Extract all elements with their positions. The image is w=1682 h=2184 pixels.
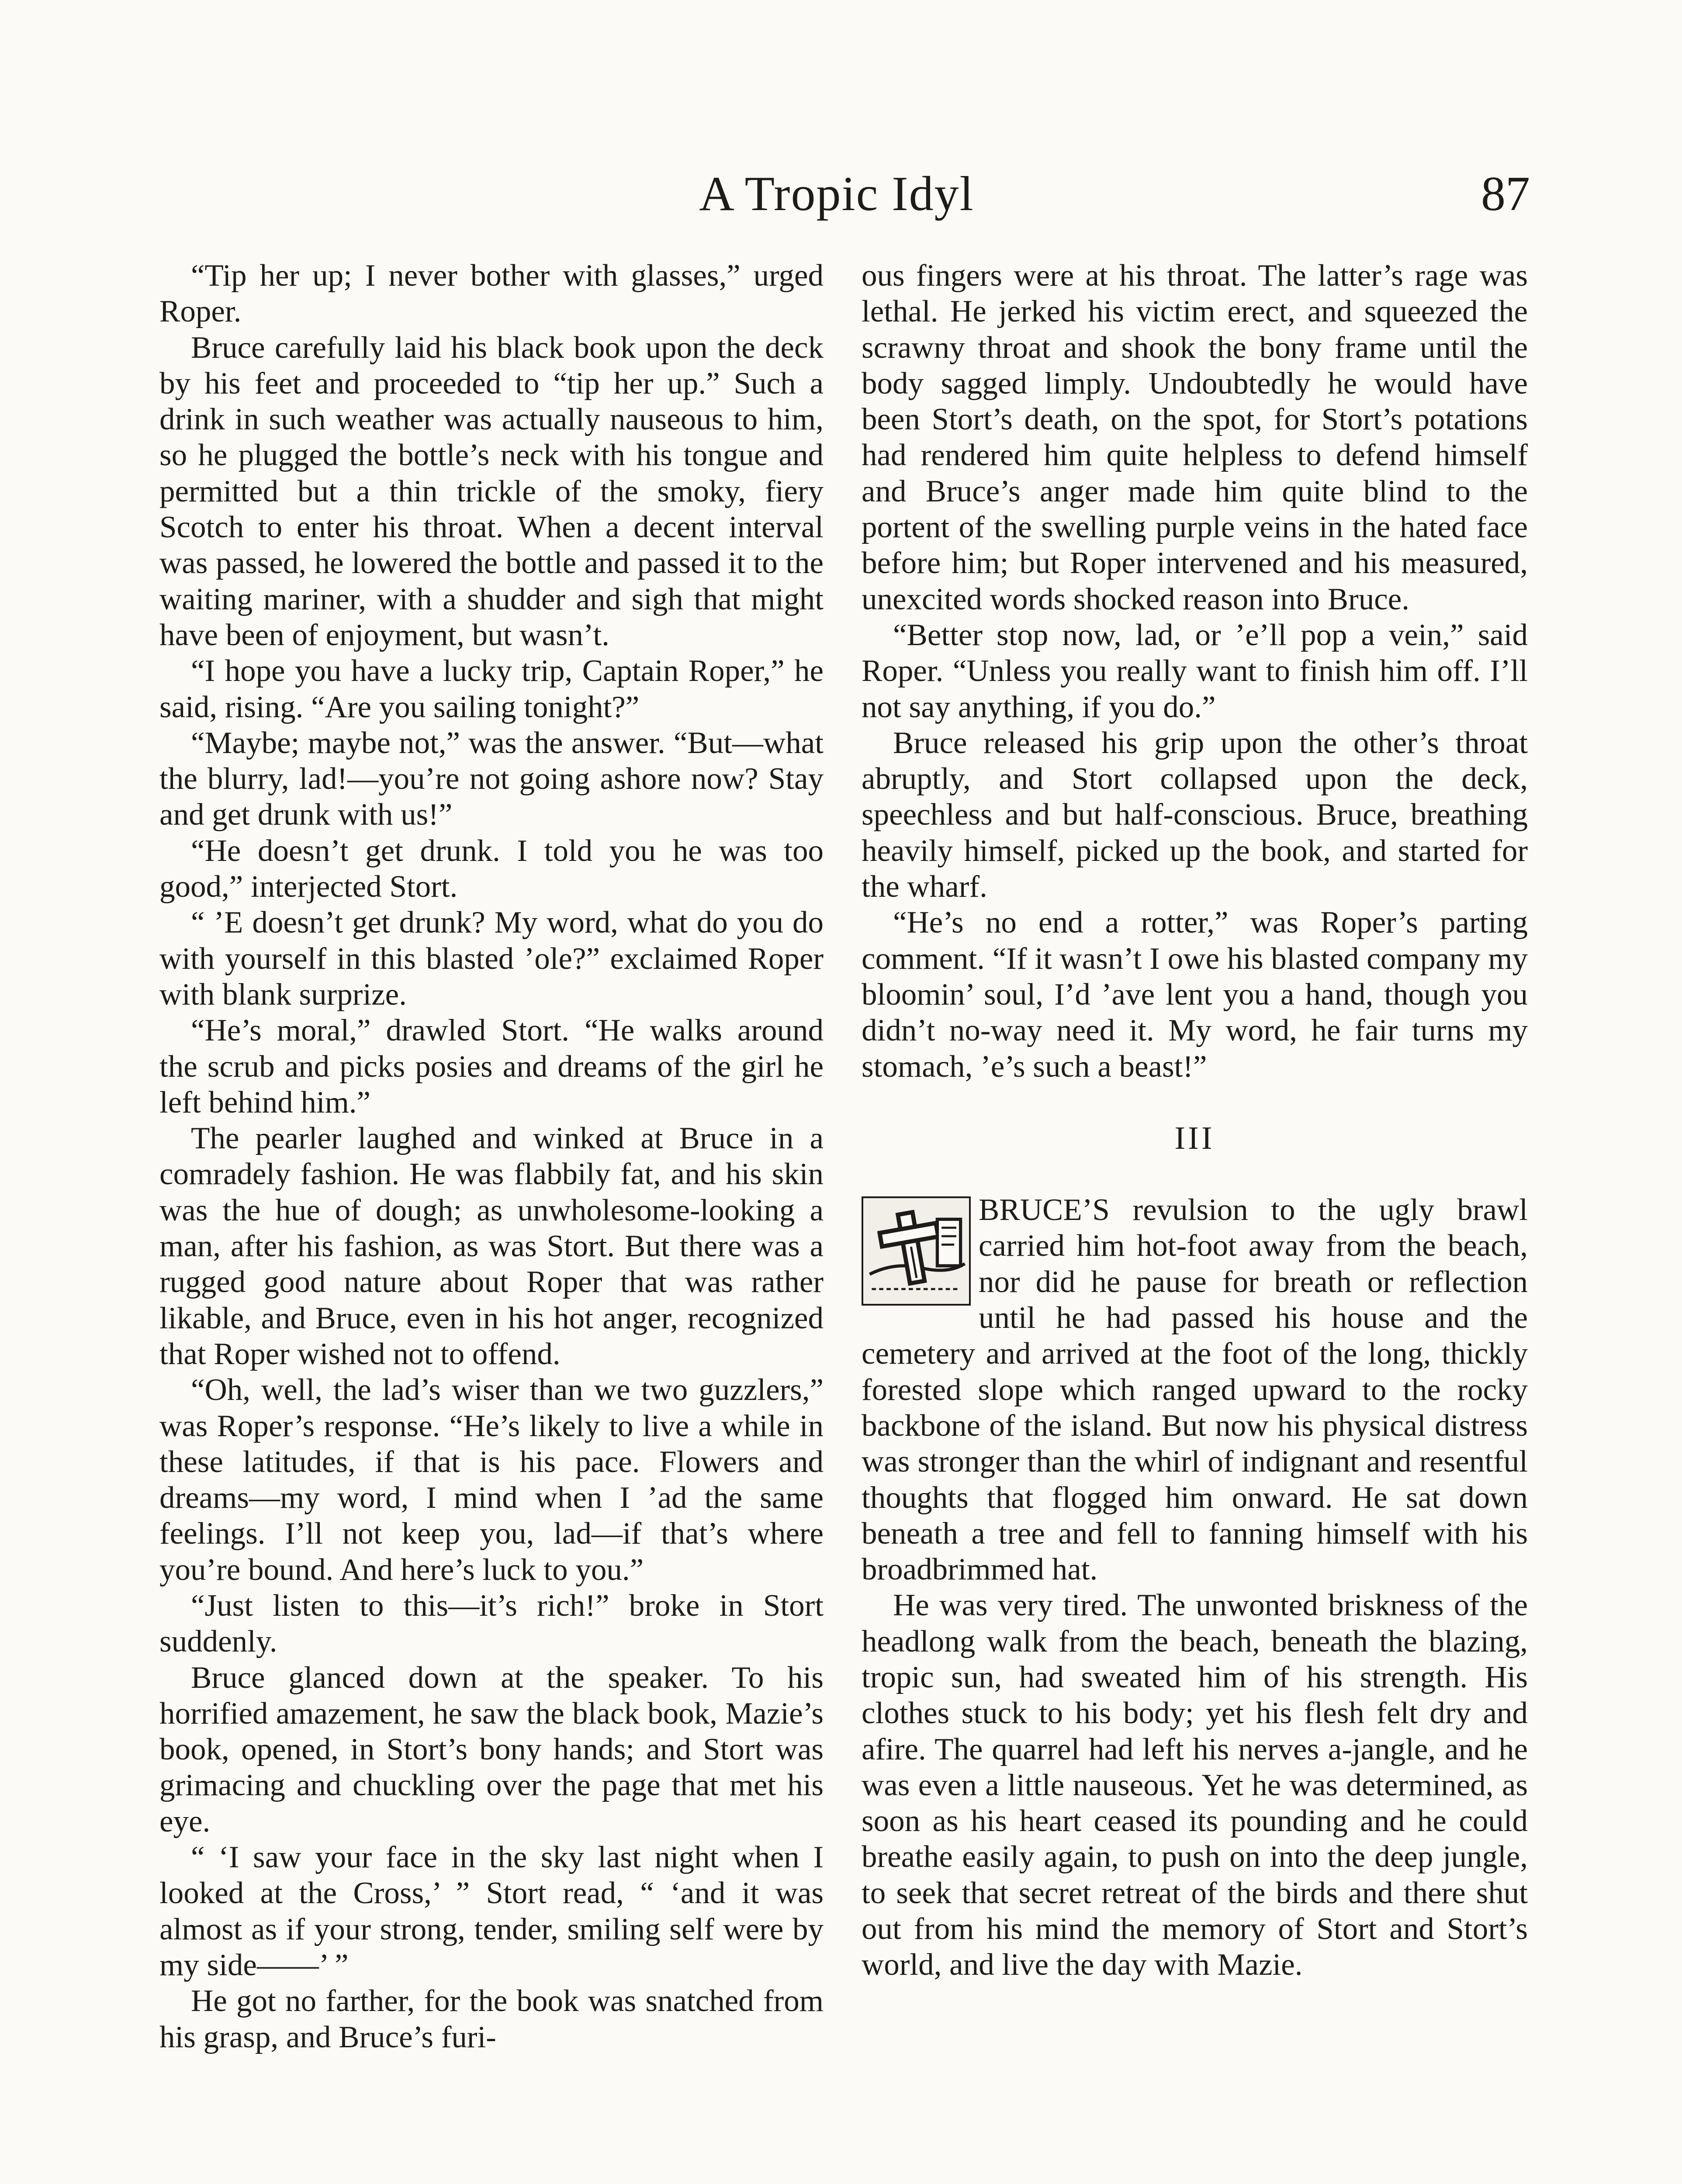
paragraph: “He doesn’t get drunk. I told you he was too good,” interjected Stort.	[159, 833, 824, 904]
paragraph: “Tip her up; I never bother with glasses,” urged Roper.	[159, 259, 824, 329]
left-column	[159, 258, 824, 2055]
page-header	[0, 166, 1682, 227]
page-number: 87	[1481, 167, 1530, 221]
paragraph: “Better stop now, lad, or ’e’ll pop a vein,” said Roper. “Unless you really want to finish him off. I’ll not say anything, if you do.”	[862, 618, 1528, 724]
paragraph: “He’s moral,” drawled Stort. “He walks around the scrub and picks posies and dreams of the girl he left behind him.”	[159, 1013, 824, 1120]
paragraph: “Oh, well, the lad’s wiser than we two guzzlers,” was Roper’s response. “He’s likely to live a while in these latitudes, if that is his pace. Flowers and dreams—my word, I mind when I ’ad the same feelings. I’ll not keep you, lad—if that’s where you’re bound. And here’s luck to you.”	[159, 1373, 824, 1587]
paragraph: “I hope you have a lucky trip, Captain Roper,” he said, rising. “Are you sailing tonight?”	[159, 654, 824, 724]
paragraph: Bruce released his grip upon the other’s throat abruptly, and Stort collapsed upon the deck, speechless and but half-conscious. Bruce, breathing heavily himself, picked up the book, and started for the wharf.	[862, 726, 1528, 904]
paragraph: “He’s no end a rotter,” was Roper’s parting comment. “If it wasn’t I owe his blasted company my bloomin’ soul, I’d ’ave lent you a hand, though you didn’t no-way need it. My word, he fair turns my stomach, ’e’s such a beast!”	[862, 905, 1528, 1084]
paragraph: Bruce glanced down at the speaker. To his horrified amazement, he saw the black book, Mazie’s book, opened, in Stort’s bony hands; and Stort was grimacing and chuckling over the page that met his eye.	[159, 1660, 824, 1838]
paragraph: The pearler laughed and winked at Bruce in a comradely fashion. He was flabbily fat, and his skin was the hue of dough; as unwholesome-looking a man, after his fashion, as was Stort. But there was a rugged good nature about Roper that was rather likable, and Bruce, even in his hot anger, recognized that Roper wished not to offend.	[159, 1121, 824, 1371]
right-column	[862, 258, 1528, 1983]
paragraph: “Maybe; maybe not,” was the answer. “But—what the blurry, lad!—you’re not going ashore now? Stay and get drunk with us!”	[159, 726, 824, 832]
paragraph: “Just listen to this—it’s rich!” broke in Stort suddenly.	[159, 1588, 824, 1659]
paragraph: BRUCE’S revulsion to the ugly brawl carried him hot-foot away from the beach, nor did he pause for breath or reflection until he had passed his house and the cemetery and arrived at the foot of the long, thickly forested slope which ranged upward to the rocky backbone of the island. But now his physical distress was stronger than the whirl of indignant and resentful thoughts that flogged him onward. He sat down beneath a tree and fell to fanning himself with his broadbrimmed hat.	[862, 1193, 1528, 1587]
paragraph: “ ’E doesn’t get drunk? My word, what do you do with yourself in this blasted ’ole?” exclaimed Roper with blank surprize.	[159, 905, 824, 1012]
running-title: A Tropic Idyl	[699, 167, 974, 221]
section-heading: III	[1174, 1120, 1215, 1156]
paragraph: He got no farther, for the book was snatched from his grasp, and Bruce’s furi-	[159, 1984, 824, 2054]
cross-on-grave-icon	[862, 1196, 971, 1306]
paragraph: He was very tired. The unwonted briskness of the headlong walk from the beach, beneath the blazing, tropic sun, had sweated him of his strength. His clothes stuck to his body; yet his flesh felt dry and afire. The quarrel had left his nerves a-jangle, and he was even a little nauseous. Yet he was determined, as soon as his heart ceased its pounding and he could breathe easily again, to push on into the deep jungle, to seek that secret retreat of the birds and there shut out from his mind the memory of Stort and Stort’s world, and live the day with Mazie.	[862, 1588, 1528, 1982]
paragraph: Bruce carefully laid his black book upon the deck by his feet and proceeded to “tip her up.” Such a drink in such weather was actually nauseous to him, so he plugged the bottle’s neck with his tongue and permitted but a thin trickle of the smoky, fiery Scotch to enter his throat. When a decent interval was passed, he lowered the bottle and passed it to the waiting mariner, with a shudder and sigh that might have been of enjoyment, but wasn’t.	[159, 330, 824, 652]
paragraph: ous fingers were at his throat. The latter’s rage was lethal. He jerked his victim erect, and squeezed the scrawny throat and shook the bony frame until the body sagged limply. Undoubtedly he would have been Stort’s death, on the spot, for Stort’s potations had rendered him quite helpless to defend himself and Bruce’s anger made him quite blind to the portent of the swelling purple veins in the hated face before him; but Roper intervened and his measured, unexcited words shocked reason into Bruce.	[862, 259, 1528, 616]
paragraph: “ ‘I saw your face in the sky last night when I looked at the Cross,’ ” Stort read, “ ‘and it was almost as if your strong, tender, smiling self were by my side——’ ”	[159, 1840, 824, 1982]
